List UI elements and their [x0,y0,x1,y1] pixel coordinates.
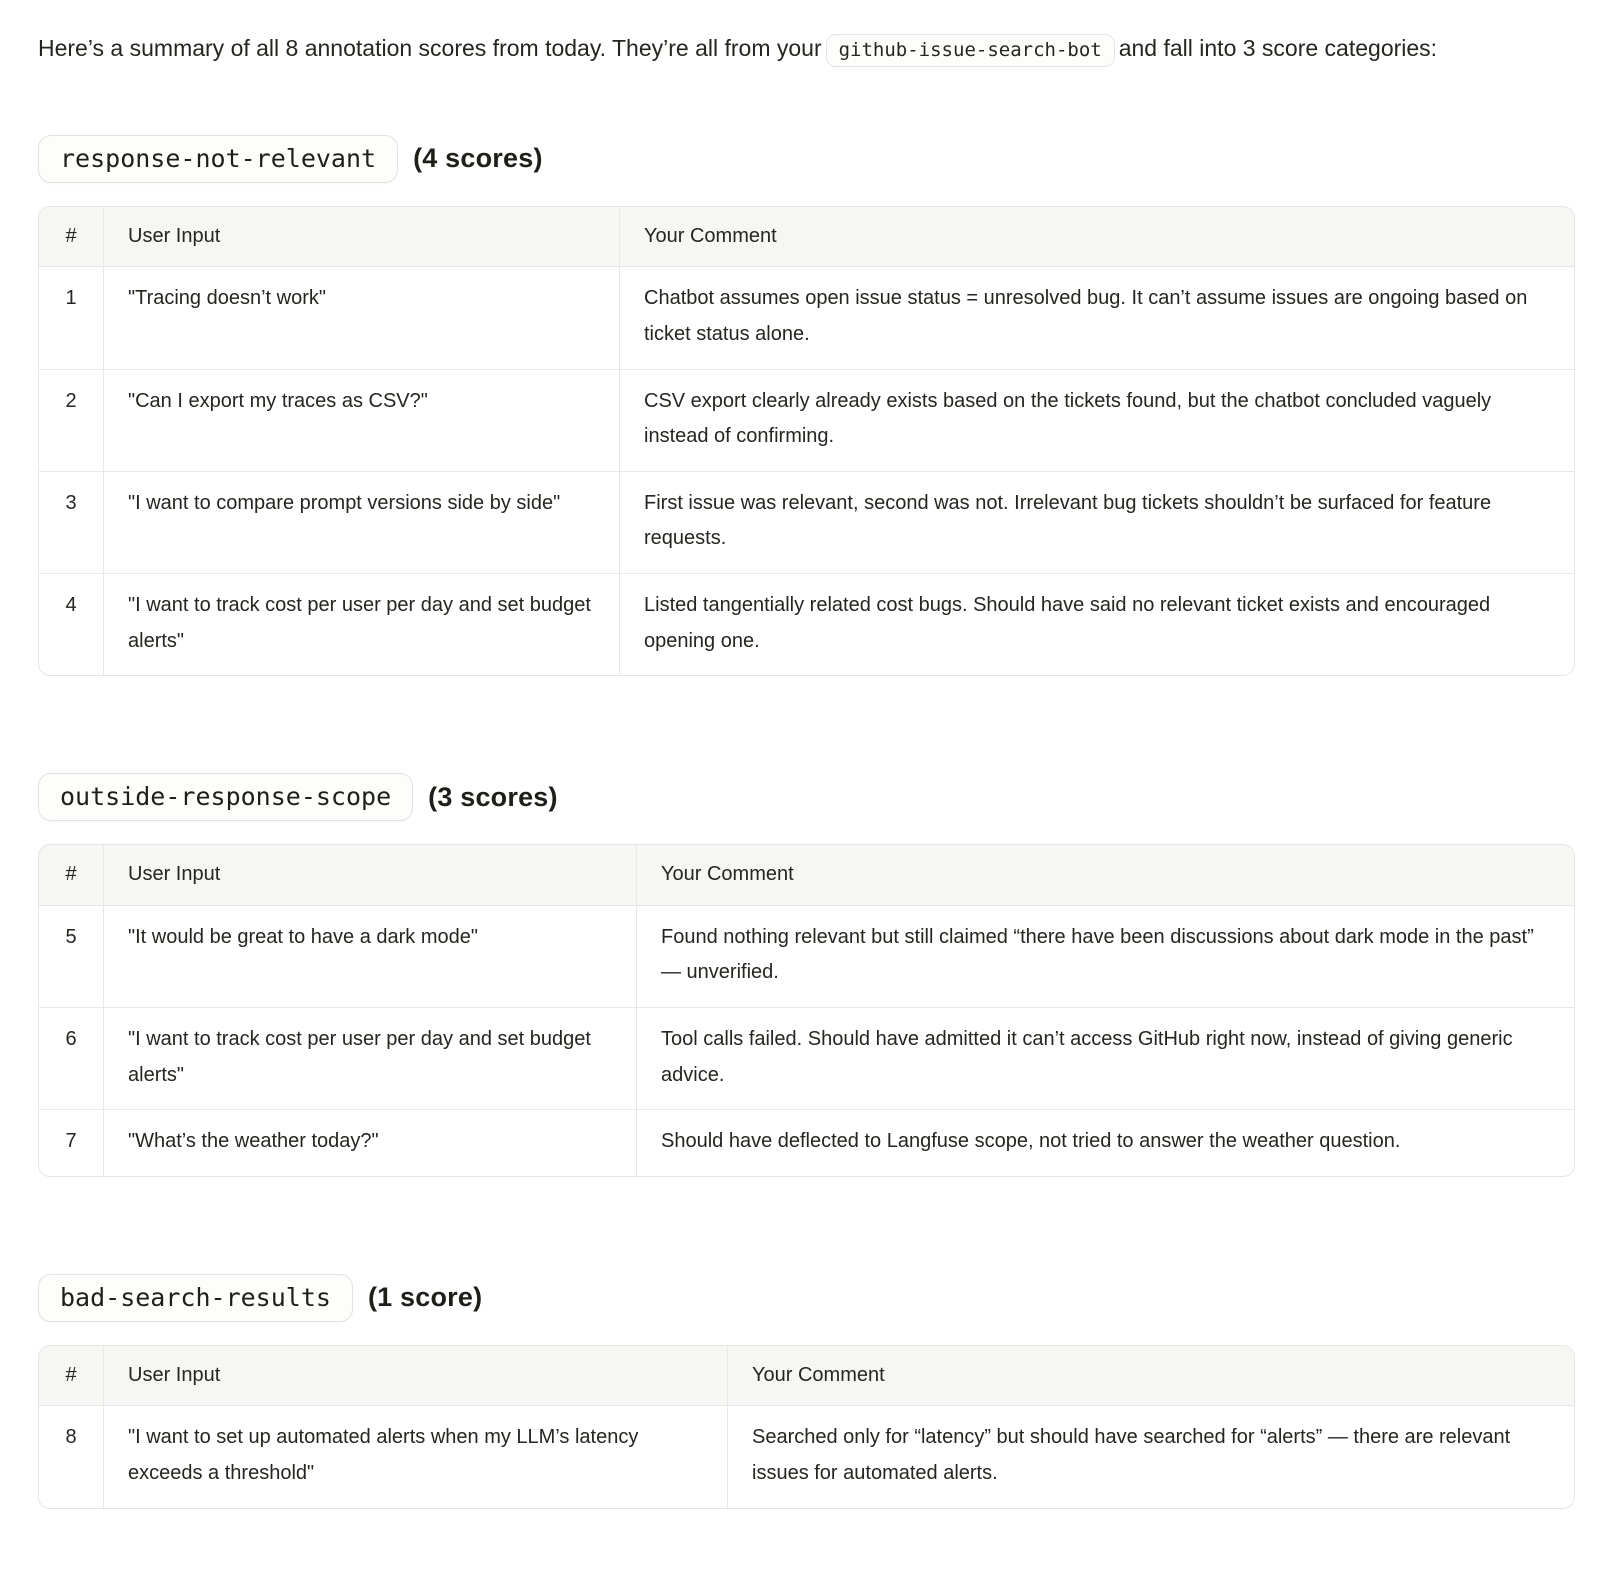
section-heading [38,135,1576,183]
column-header-num: # [39,207,103,268]
row-number: 4 [39,573,103,675]
scores-table [38,206,1575,676]
column-header-user-input: User Input [103,207,619,268]
user-input-cell: "Tracing doesn’t work" [103,267,619,368]
category-code-pill: outside-response-scope [38,773,413,821]
comment-cell: Tool calls failed. Should have admitted it can’t access GitHub right now, instead of giving generic advice. [636,1007,1574,1109]
section-heading [38,773,1576,821]
user-input-cell: "I want to track cost per user per day and set budget alerts" [103,1007,636,1109]
comment-cell: Should have deflected to Langfuse scope, not tried to answer the weather question. [636,1109,1574,1176]
table-row [39,267,1574,368]
column-header-user-input: User Input [103,1346,727,1407]
comment-cell: Found nothing relevant but still claimed “there have been discussions about dark mode in the past” — unverified. [636,906,1574,1007]
user-input-cell: "What’s the weather today?" [103,1109,636,1176]
row-number: 2 [39,369,103,471]
comment-cell: CSV export clearly already exists based on the tickets found, but the chatbot concluded vaguely instead of confirming. [619,369,1574,471]
user-input-cell: "I want to compare prompt versions side by side" [103,471,619,573]
comment-cell: Searched only for “latency” but should have searched for “alerts” — there are relevant issues for automated alerts. [727,1406,1574,1507]
user-input-cell: "I want to track cost per user per day and set budget alerts" [103,573,619,675]
score-section-outside-response-scope [38,773,1576,1177]
table-row [39,1007,1574,1109]
intro-text-before: Here’s a summary of all 8 annotation scores from today. They’re all from your [38,35,822,61]
chat-message-body [38,26,1576,1509]
row-number: 8 [65,1426,77,1449]
user-input-cell: "Can I export my traces as CSV?" [103,369,619,471]
table-row [39,369,1574,471]
table-row [39,1406,1574,1507]
row-number: 3 [39,471,103,573]
score-count-label: (4 scores) [413,143,543,174]
score-section-response-not-relevant [38,135,1576,676]
score-section-bad-search-results [38,1274,1576,1509]
column-header-num: # [39,1346,103,1407]
category-code-pill: bad-search-results [38,1274,353,1322]
score-count-label: (1 score) [367,1282,483,1313]
row-number: 5 [65,925,77,948]
column-header-num: # [39,845,103,906]
bot-name-inline-code: github-issue-search-bot [826,34,1115,67]
table-header-row [39,845,1574,906]
user-input-cell: "I want to set up automated alerts when my LLM’s latency exceeds a threshold" [103,1406,727,1507]
comment-cell: Listed tangentially related cost bugs. Should have said no relevant ticket exists and encouraged opening one. [619,573,1574,675]
intro-paragraph [38,26,1575,71]
column-header-your-comment: Your Comment [619,207,1574,268]
row-number: 1 [65,287,77,310]
column-header-your-comment: Your Comment [636,845,1574,906]
comment-cell: First issue was relevant, second was not. Irrelevant bug tickets shouldn’t be surfaced for feature requests. [619,471,1574,573]
scores-table [38,844,1575,1177]
intro-text-after: and fall into 3 score categories: [1118,35,1438,61]
table-header-row [39,1346,1574,1407]
table-row [39,1109,1574,1176]
column-header-user-input: User Input [103,845,636,906]
scores-table [38,1345,1575,1509]
table-row [39,471,1574,573]
user-input-cell: "It would be great to have a dark mode" [103,906,636,1007]
comment-cell: Chatbot assumes open issue status = unresolved bug. It can’t assume issues are ongoing based on ticket status alone. [619,267,1574,368]
score-count-label: (3 scores) [428,781,558,812]
category-code-pill: response-not-relevant [38,135,398,183]
column-header-your-comment: Your Comment [727,1346,1574,1407]
table-row [39,573,1574,675]
row-number: 7 [39,1109,103,1176]
table-row [39,906,1574,1007]
section-heading [38,1274,1576,1322]
row-number: 6 [39,1007,103,1109]
table-header-row [39,207,1574,268]
